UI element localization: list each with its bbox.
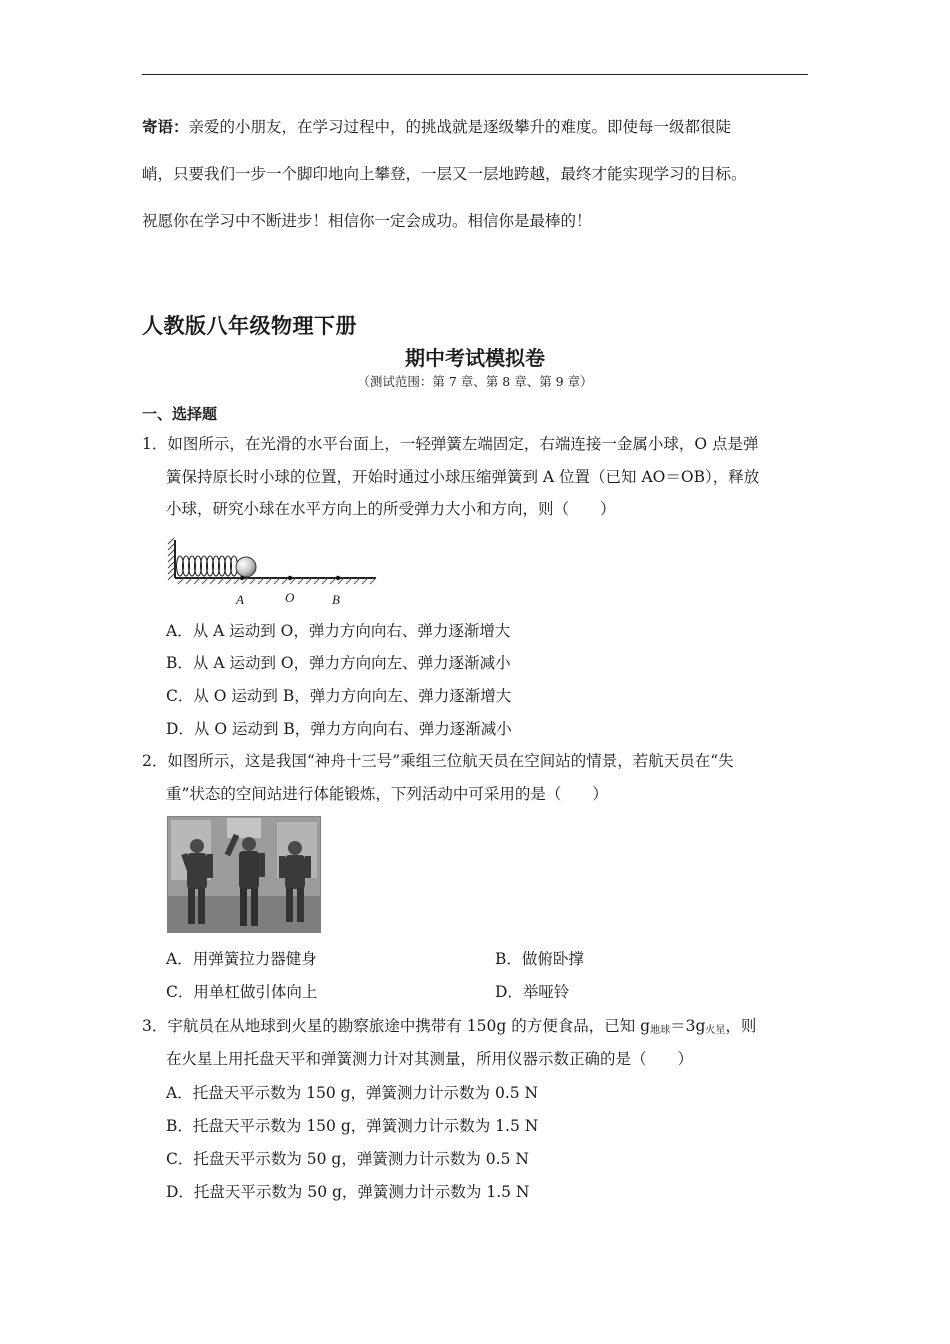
- spring-ball-figure: [166, 534, 382, 612]
- q3-option-d: D．托盘天平示数为 50 g，弹簧测力计示数为 1.5 N: [166, 1183, 530, 1201]
- intro-text-1: 亲爱的小朋友，在学习过程中，的挑战就是逐级攀升的难度。即使每一级都很陡: [188, 118, 732, 136]
- header-rule: [142, 74, 808, 75]
- test-scope: （测试范围：第 7 章、第 8 章、第 9 章）: [357, 374, 593, 389]
- astronauts-photo: [167, 816, 321, 933]
- q1-option-a: A．从 A 运动到 O，弹力方向向右、弹力逐渐增大: [166, 622, 511, 640]
- q1-line-1: 1．如图所示，在光滑的水平台面上，一轻弹簧左端固定，右端连接一金属小球，O 点是弹: [142, 435, 759, 453]
- q3-line-1-c: ，则: [725, 1017, 757, 1035]
- q3-line-2: 在火星上用托盘天平和弹簧测力计对其测量，所用仪器示数正确的是（ ）: [166, 1050, 694, 1068]
- section-title: 一、选择题: [142, 405, 218, 423]
- q3-subscript-mars: 火星: [705, 1025, 726, 1036]
- point-b: [336, 576, 340, 580]
- q3-option-b: B．托盘天平示数为 150 g，弹簧测力计示数为 1.5 N: [166, 1117, 539, 1135]
- point-o: [288, 576, 292, 580]
- q3-line-1-a: 3．宇航员在从地球到火星的勘察旅途中携带有 150g 的方便食品，已知 g: [142, 1017, 651, 1035]
- q3-subscript-earth: 地球: [650, 1025, 671, 1036]
- intro-line-3: 祝愿你在学习中不断进步！相信你一定会成功。相信你是最棒的！: [142, 212, 592, 230]
- q1-option-d: D．从 O 运动到 B，弹力方向向右、弹力逐渐减小: [166, 720, 512, 738]
- intro-label: 寄语：: [142, 117, 189, 136]
- q1-line-3: 小球，研究小球在水平方向上的所受弹力大小和方向，则（ ）: [166, 500, 616, 518]
- q1-option-c: C．从 O 运动到 B，弹力方向向左、弹力逐渐增大: [166, 687, 512, 705]
- q2-option-a: A．用弹簧拉力器健身: [166, 950, 317, 968]
- q2-option-c: C．用单杠做引体向上: [166, 983, 318, 1001]
- q3-option-a: A．托盘天平示数为 150 g，弹簧测力计示数为 0.5 N: [166, 1084, 539, 1102]
- q3-option-c: C．托盘天平示数为 50 g，弹簧测力计示数为 0.5 N: [166, 1150, 529, 1168]
- label-a: A: [236, 592, 244, 607]
- q3-line-1-b: ＝3g: [670, 1017, 706, 1035]
- metal-ball: [236, 557, 256, 577]
- intro-line-1: [142, 117, 731, 137]
- q2-option-b: B．做俯卧撑: [495, 950, 584, 968]
- spring: [177, 556, 238, 576]
- q2-option-d: D．举哑铃: [495, 983, 570, 1001]
- q2-line-1: 2．如图所示，这是我国“神舟十三号”乘组三位航天员在空间站的情景，若航天员在“失: [142, 752, 734, 770]
- q1-line-2: 簧保持原长时小球的位置，开始时通过小球压缩弹簧到 A 位置（已知 AO＝OB），释放: [166, 468, 760, 486]
- label-b: B: [332, 592, 340, 607]
- label-o: O: [285, 590, 295, 605]
- q3-line-1: [142, 1016, 756, 1041]
- intro-line-2: 峭，只要我们一步一个脚印地向上攀登，一层又一层地跨越，最终才能实现学习的目标。: [142, 165, 747, 183]
- q2-line-2: 重”状态的空间站进行体能锻炼，下列活动中可采用的是（ ）: [166, 785, 608, 803]
- document-title: 人教版八年级物理下册: [142, 314, 357, 338]
- point-a: [240, 576, 244, 580]
- exam-title: 期中考试模拟卷: [405, 346, 545, 370]
- q1-option-b: B．从 A 运动到 O，弹力方向向左、弹力逐渐减小: [166, 654, 511, 672]
